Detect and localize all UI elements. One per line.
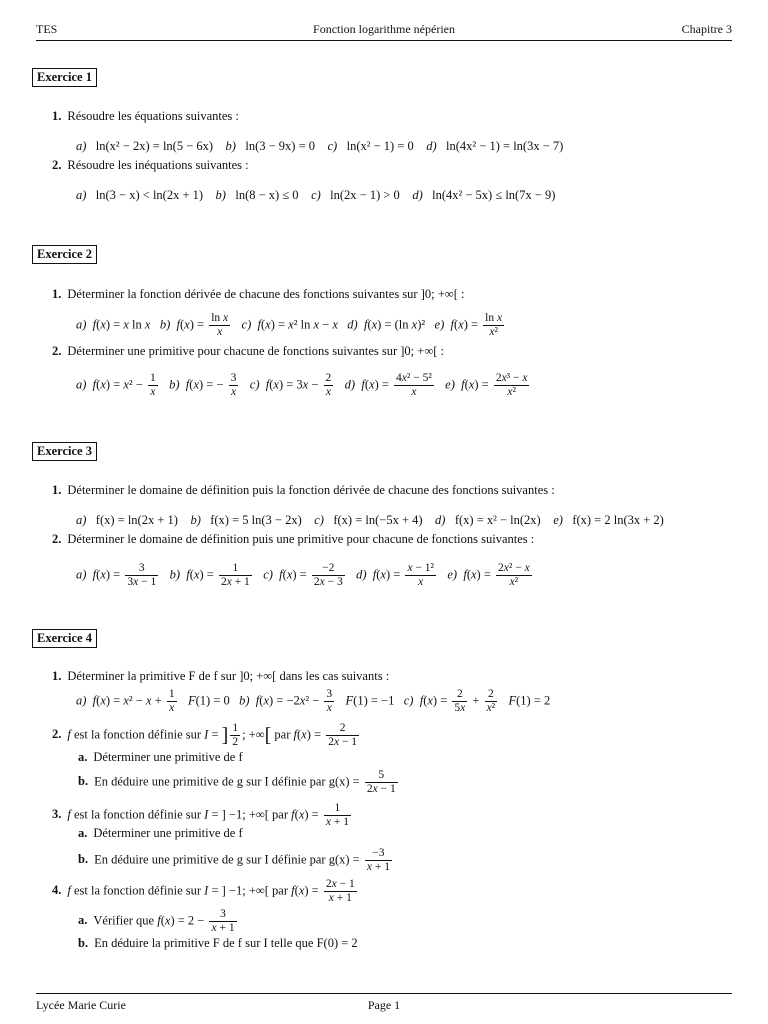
- exercise-1-title: Exercice 1: [32, 68, 97, 87]
- ex3-question-2: 2. Déterminer le domaine de définition puis une primitive pour chacune de fonctions suivantes :: [52, 532, 535, 546]
- footer-school: Lycée Marie Curie: [36, 998, 126, 1012]
- ex1-question-2: 2. Résoudre les inéquations suivantes :: [52, 158, 249, 172]
- ex1-q1-items: a) ln(x² − 2x) = ln(5 − 6x) b) ln(3 − 9x) = 0 c) ln(x² − 1) = 0 d) ln(4x² − 1) = ln(3x − 7): [76, 139, 564, 153]
- header-title: Fonction logarithme népérien: [313, 22, 455, 36]
- ex2-question-2: 2. Déterminer une primitive pour chacune de fonctions suivantes sur ]0; +∞[ :: [52, 344, 444, 358]
- ex4-q2-b: b. En déduire une primitive de g sur I définie par g(x) = $\frac{5}{2x - 1}$: [78, 769, 396, 795]
- ex4-q2-a: a. Déterminer une primitive de f: [78, 750, 243, 764]
- header-chapter: Chapitre 3: [681, 22, 732, 36]
- ex2-q1-items: a) f(x) = x ln x b) f(x) = $\frac{\text{ln x}}{x}$ c) f(x) = x² ln x − x d) f(x) = (ln x)² e) f(x) = $\frac{\text{ln x}}{\text{x²}}$: [76, 312, 503, 338]
- header-left: TES: [36, 22, 58, 36]
- ex4-q3-a: a. Déterminer une primitive de f: [78, 826, 243, 840]
- ex4-q4-b: b. En déduire la primitive F de f sur I telle que F(0) = 2: [78, 936, 358, 950]
- ex4-question-3: 3. f est la fonction définie sur I = ] −1; +∞[ par f(x) = $\frac{1}{x + 1}$: [52, 802, 349, 828]
- ex2-q2-items: a) f(x) = x² − $\frac{1}{x}$ b) f(x) = − $\frac{3}{x}$ c) f(x) = 3x − $\frac{2}{x}$ d) f(x) = $\frac{\text{4x² − 5²}}{x}$ e) f(x) = $\frac{\text{2x³ − x}}{\text{x²}}$: [76, 372, 528, 398]
- ex3-q2-items: a) f(x) = $\frac{3}{3x - 1}$ b) f(x) = $\frac{1}{2x + 1}$ c) f(x) = $\frac{-2}{2x - 3}$ d) f(x) = $\frac{\text{x − 1²}}{x}$ e) f(x) = $\frac{\text{2x² − x}}{\text{x²}}$: [76, 562, 530, 588]
- exercise-4-title: Exercice 4: [32, 629, 97, 648]
- page-header: [36, 22, 732, 40]
- ex1-q2-items: a) ln(3 − x) < ln(2x + 1) b) ln(8 − x) ≤ 0 c) ln(2x − 1) > 0 d) ln(4x² − 5x) ≤ ln(7x − 9): [76, 188, 556, 202]
- exercise-3-title: Exercice 3: [32, 442, 97, 461]
- ex4-q3-b: b. En déduire une primitive de g sur I définie par g(x) = $\frac{-3}{x + 1}$: [78, 847, 390, 873]
- ex4-question-1: 1. Déterminer la primitive F de f sur ]0; +∞[ dans les cas suivants :: [52, 669, 390, 683]
- ex2-question-1: 1. Déterminer la fonction dérivée de chacune des fonctions suivantes sur ]0; +∞[ :: [52, 287, 465, 301]
- ex4-q4-a: a. Vérifier que f(x) = 2 − $\frac{3}{x + 1}$: [78, 908, 235, 934]
- ex4-question-2: 2. f est la fonction définie sur I = ] $\frac{1}{2}$ ; +∞[ par f(x) = $\frac{2}{2x - 1}$: [52, 722, 358, 748]
- footer-page-number: Page 1: [367, 998, 401, 1012]
- ex1-question-1: 1. Résoudre les équations suivantes :: [52, 109, 239, 123]
- ex4-question-4: 4. f est la fonction définie sur I = ] −1; +∞[ par f(x) = $\frac{2x - 1}{x + 1}$: [52, 878, 355, 904]
- ex4-q1-items: a) f(x) = x² − x + $\frac{1}{x}$ F(1) = 0 b) f(x) = −2x² − $\frac{3}{x}$ F(1) = −1 c) f(x) = $\frac{2}{5x}$ + $\frac{2}{\text{x²}}$ F(1) = 2: [76, 688, 551, 714]
- ex3-q1-items: a) f(x) = ln(2x + 1) b) f(x) = 5 ln(3 − 2x) c) f(x) = ln(−5x + 4) d) f(x) = x² − ln(2x) e) f(x) = 2 ln(3x + 2): [76, 513, 664, 527]
- ex3-question-1: 1. Déterminer le domaine de définition puis la fonction dérivée de chacune des fonctions suivantes :: [52, 483, 555, 497]
- header-rule: [36, 40, 732, 41]
- footer-rule: [36, 993, 732, 994]
- exercise-2-title: Exercice 2: [32, 245, 97, 264]
